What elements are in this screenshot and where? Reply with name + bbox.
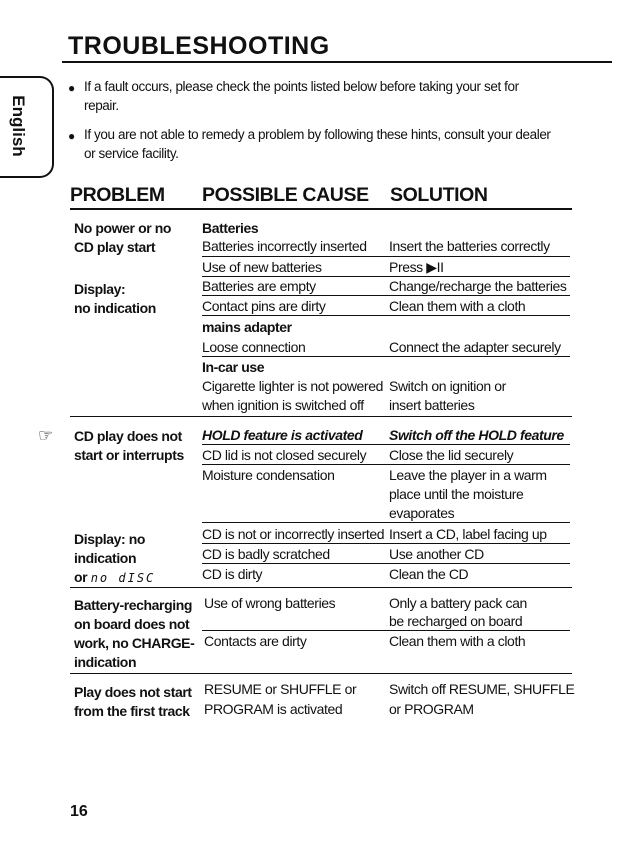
section-divider — [70, 587, 572, 588]
row-divider — [202, 563, 570, 564]
header-solution: SOLUTION — [390, 184, 488, 206]
problem-text: CD play does not — [74, 428, 182, 444]
solution-text: Insert a CD, label facing up — [389, 526, 547, 542]
lcd-display-text: no dISC — [90, 571, 156, 585]
problem-text — [74, 568, 155, 587]
cause-group-title: In-car use — [202, 359, 265, 375]
problem-text-or: or — [74, 569, 88, 585]
section-divider — [70, 416, 572, 417]
solution-text: Change/recharge the batteries — [389, 278, 567, 294]
solution-text: or PROGRAM — [389, 701, 474, 717]
intro-bullet-1: If a fault occurs, please check the points listed below before taking your set for repair. — [84, 79, 519, 113]
solution-text: Press ▶II — [389, 259, 444, 275]
problem-text: indication — [74, 550, 137, 566]
cause-text: Batteries are empty — [202, 278, 316, 294]
solution-text: evaporates — [389, 505, 455, 521]
row-divider — [202, 543, 570, 544]
solution-text: Switch off RESUME, SHUFFLE — [389, 681, 575, 697]
cause-text: Cigarette lighter is not powered — [202, 378, 383, 394]
cause-text: Use of new batteries — [202, 259, 322, 275]
row-divider — [202, 522, 570, 523]
cause-text: Loose connection — [202, 339, 306, 355]
cause-text: CD is badly scratched — [202, 546, 330, 562]
bullet-icon: ● — [68, 81, 76, 95]
solution-text: Leave the player in a warm — [389, 467, 547, 483]
solution-text: place until the moisture — [389, 486, 524, 502]
problem-text: on board does not — [74, 616, 190, 632]
solution-text: be recharged on board — [389, 613, 523, 629]
solution-text: Use another CD — [389, 546, 484, 562]
row-divider — [202, 356, 570, 357]
cause-text: Contact pins are dirty — [202, 298, 326, 314]
solution-text: Clean them with a cloth — [389, 298, 526, 314]
section-divider — [70, 673, 572, 674]
page-title: TROUBLESHOOTING — [68, 32, 330, 60]
row-divider — [202, 464, 570, 465]
cause-text: Moisture condensation — [202, 467, 335, 483]
cause-group-title: Batteries — [202, 220, 259, 236]
cause-text: Use of wrong batteries — [204, 595, 336, 611]
problem-text: Display: no — [74, 531, 146, 547]
cause-text: CD lid is not closed securely — [202, 447, 367, 463]
row-divider — [202, 256, 570, 257]
problem-text: work, no CHARGE- — [74, 635, 195, 651]
solution-text: insert batteries — [389, 397, 475, 413]
problem-text: no indication — [74, 300, 156, 316]
cause-text: RESUME or SHUFFLE or — [204, 681, 357, 697]
problem-text: Display: — [74, 281, 126, 297]
cause-group-title: mains adapter — [202, 319, 292, 335]
cause-text: HOLD feature is activated — [202, 427, 363, 443]
header-possible-cause: POSSIBLE CAUSE — [202, 184, 369, 206]
cause-text: Contacts are dirty — [204, 633, 307, 649]
pointing-hand-icon: ☞ — [38, 426, 54, 445]
row-divider — [202, 630, 570, 631]
problem-text: Play does not start — [74, 684, 192, 700]
solution-text: Close the lid securely — [389, 447, 514, 463]
problem-text: indication — [74, 654, 137, 670]
solution-text: Insert the batteries correctly — [389, 238, 550, 254]
problem-text: from the first track — [74, 703, 190, 719]
solution-text: Switch on ignition or — [389, 378, 506, 394]
solution-text: Only a battery pack can — [389, 595, 527, 611]
title-rule — [62, 61, 612, 63]
solution-text: Clean the CD — [389, 566, 469, 582]
row-divider — [202, 444, 570, 445]
page-number: 16 — [70, 803, 88, 820]
cause-text: CD is dirty — [202, 566, 263, 582]
cause-text: PROGRAM is activated — [204, 701, 343, 717]
solution-text: Clean them with a cloth — [389, 633, 526, 649]
problem-text: start or interrupts — [74, 447, 184, 463]
problem-text: CD play start — [74, 239, 156, 255]
row-divider — [202, 315, 570, 316]
problem-text: Battery-recharging — [74, 597, 193, 613]
intro-bullet-2: If you are not able to remedy a problem by following these hints, consult your dealer or service facility. — [84, 127, 551, 161]
header-rule — [70, 208, 572, 210]
cause-text: when ignition is switched off — [202, 397, 364, 413]
header-problem: PROBLEM — [70, 184, 165, 206]
cause-text: Batteries incorrectly inserted — [202, 238, 367, 254]
language-tab-label: English — [9, 95, 28, 157]
bullet-icon: ● — [68, 129, 76, 143]
cause-text: CD is not or incorrectly inserted — [202, 526, 385, 542]
problem-text: No power or no — [74, 220, 172, 236]
solution-text: Switch off the HOLD feature — [389, 427, 564, 443]
solution-text: Connect the adapter securely — [389, 339, 561, 355]
row-divider — [202, 295, 570, 296]
